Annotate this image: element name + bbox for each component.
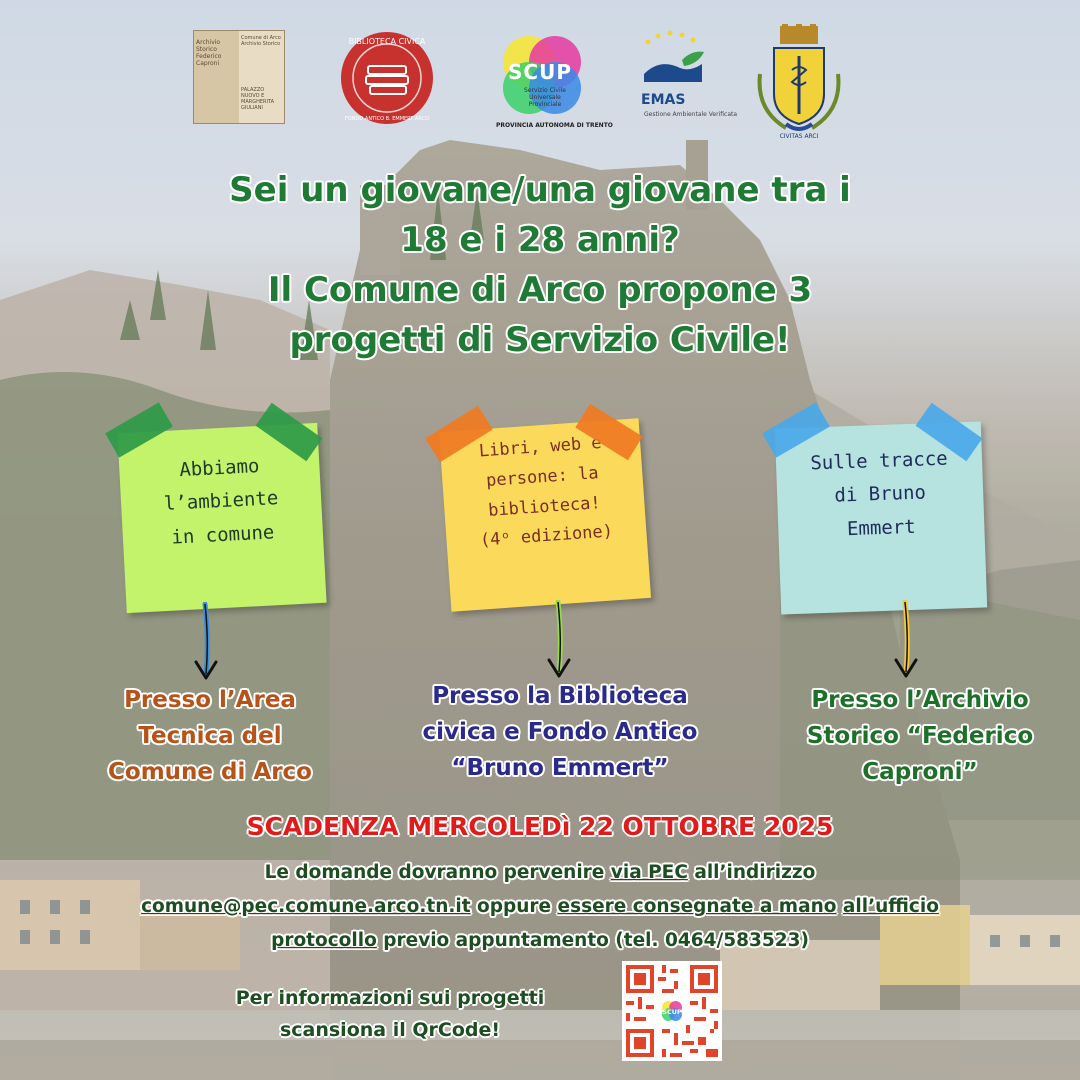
project-place-biblioteca-line-2: civica e Fondo Antico — [422, 719, 698, 745]
biblioteca-civica-logo — [338, 30, 436, 126]
project-place-biblioteca-line-1: Presso la Biblioteca — [432, 683, 688, 709]
project-note-ambiente-line-3: in comune — [170, 520, 275, 549]
project-note-emmert-line-3: Emmert — [846, 515, 917, 540]
qr-code[interactable] — [622, 961, 722, 1061]
instructions-line-3 — [40, 924, 1040, 958]
office-text: all’ufficio — [842, 896, 939, 917]
arco-coat-of-arms — [752, 24, 846, 140]
instructions-text-2: all’indirizzo — [687, 862, 816, 883]
instructions-line-1 — [40, 856, 1040, 890]
project-place-archivio-line-2: Storico “Federico — [806, 723, 1034, 749]
project-note-biblioteca-line-1: Libri, web e — [478, 432, 603, 462]
biblioteca-logo-top-text: BIBLIOTECA CIVICA — [348, 37, 426, 46]
pec-email-link[interactable]: comune@pec.comune.arco.tn.it — [141, 896, 471, 917]
project-place-ambiente-line-1: Presso l’Area — [124, 687, 296, 713]
project-place-biblioteca-line-3: “Bruno Emmert” — [451, 755, 669, 781]
emas-logo-subtitle: Gestione Ambientale Verificata — [644, 111, 738, 118]
instructions-line-2 — [40, 890, 1040, 924]
qr-info-line-1: Per informazioni sui progetti — [235, 987, 545, 1009]
protocollo-text: protocollo — [271, 930, 377, 951]
scup-logo-word: SCUP — [508, 60, 572, 84]
project-place-archivio-line-3: Caproni” — [862, 759, 978, 785]
qr-info-line-2: scansiona il QrCode! — [279, 1019, 501, 1041]
via-pec-link[interactable]: via PEC — [610, 862, 688, 883]
headline-line-3: Il Comune di Arco propone 3 — [267, 270, 813, 310]
qr-center-label: SCUP — [662, 1007, 682, 1016]
headline-line-4: progetti di Servizio Civile! — [289, 320, 791, 360]
arrow-down-green-icon — [545, 600, 575, 680]
hand-delivery-text: essere consegnate a mano — [557, 896, 837, 917]
instructions-text-3: oppure — [470, 896, 558, 917]
project-note-ambiente-line-2: l’ambiente — [163, 487, 279, 516]
qr-code-pattern — [622, 961, 722, 1061]
emas-logo-word: EMAS — [641, 92, 686, 108]
archivio-logo-right-title: Comune di Arco Archivio Storico — [241, 35, 281, 47]
archivio-logo-book-title: PALAZZO NUOVO E MARGHERITA GIULIANI — [241, 87, 275, 111]
project-place-ambiente-line-2: Tecnica del — [138, 723, 282, 749]
archivio-storico-logo — [193, 30, 285, 124]
project-note-biblioteca-line-3: biblioteca! — [487, 492, 602, 521]
application-instructions — [40, 856, 1040, 958]
deadline-banner: SCADENZA MERCOLEDì 22 OTTOBRE 2025 — [246, 812, 834, 841]
emas-logo — [640, 30, 706, 92]
project-note-biblioteca-line-4: (4ᵒ edizione) — [479, 521, 614, 551]
project-place-archivio — [780, 682, 1060, 790]
project-note-ambiente-line-1: Abbiamo — [178, 454, 260, 482]
project-place-archivio-line-1: Presso l’Archivio — [811, 687, 1029, 713]
arrow-down-yellow-icon — [892, 600, 922, 680]
arrow-down-blue-icon — [192, 602, 222, 682]
instructions-text-4: previo appuntamento (tel. 0464/583523) — [376, 930, 809, 951]
archivio-logo-left-title: Archivio Storico Federico Caproni — [196, 39, 222, 67]
project-note-emmert-line-2: di Bruno — [834, 481, 927, 507]
project-place-ambiente-line-3: Comune di Arco — [108, 759, 312, 785]
instructions-text-1: Le domande dovranno pervenire — [264, 862, 611, 883]
arco-crest-motto: CIVITAS ARCI — [779, 133, 819, 140]
scup-logo-subtitle: Servizio Civile Universale Provinciale — [523, 87, 566, 108]
qr-info-text — [180, 982, 600, 1046]
headline-line-1: Sei un giovane/una giovane tra i — [229, 170, 851, 210]
biblioteca-logo-bottom-text: FONDO ANTICO B. EMMERT ARCO — [344, 116, 430, 122]
project-note-emmert-line-1: Sulle tracce — [810, 447, 948, 475]
headline-line-2: 18 e i 28 anni? — [400, 220, 680, 260]
project-note-biblioteca-line-2: persone: la — [485, 462, 600, 491]
project-place-ambiente — [70, 682, 350, 790]
headline — [150, 165, 930, 365]
project-place-biblioteca — [385, 678, 735, 786]
scup-logo-province: PROVINCIA AUTONOMA DI TRENTO — [496, 122, 613, 129]
